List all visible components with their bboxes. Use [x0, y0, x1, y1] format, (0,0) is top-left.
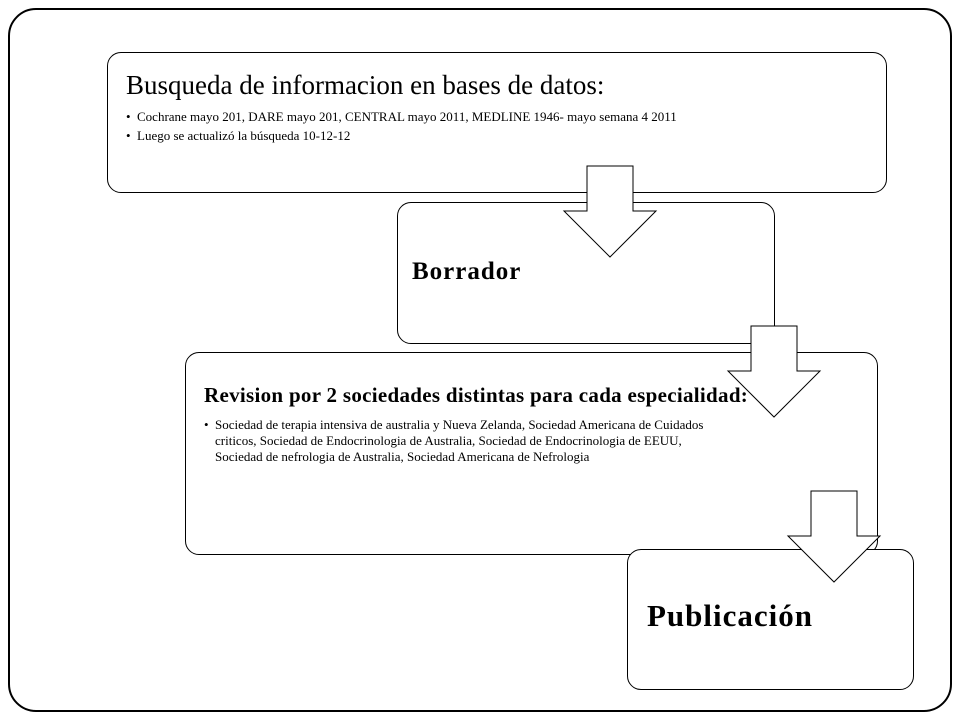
step-search-title: Busqueda de informacion en bases de datos: [126, 70, 605, 100]
step-search [107, 52, 887, 193]
down-arrow-icon [786, 490, 882, 584]
step-review-bullet-1: • Sociedad de terapia intensiva de australia y Nueva Zelanda, Sociedad Americana de Cuidados criticos, Sociedad de Endocrinologia de Australia, Sociedad de Endocrinologia de EEUU, Sociedad de nefrologia de Australia, Sociedad Americana de Nefrologia [204, 417, 724, 465]
step-search-bullet-2: • Luego se actualizó la búsqueda 10-12-12 [126, 128, 696, 144]
step-draft-title: Borrador [412, 258, 522, 285]
step-review-title: Revision por 2 sociedades distintas para cada especialidad: [204, 383, 749, 407]
step-search-list [126, 109, 696, 144]
down-arrow-icon [562, 165, 658, 259]
step-search-bullet-1: • Cochrane mayo 201, DARE mayo 201, CENTRAL mayo 2011, MEDLINE 1946- mayo semana 4 2011 [126, 109, 696, 125]
step-review-list [204, 417, 724, 465]
step-publication-title: Publicación [647, 598, 814, 633]
down-arrow-icon [726, 325, 822, 419]
